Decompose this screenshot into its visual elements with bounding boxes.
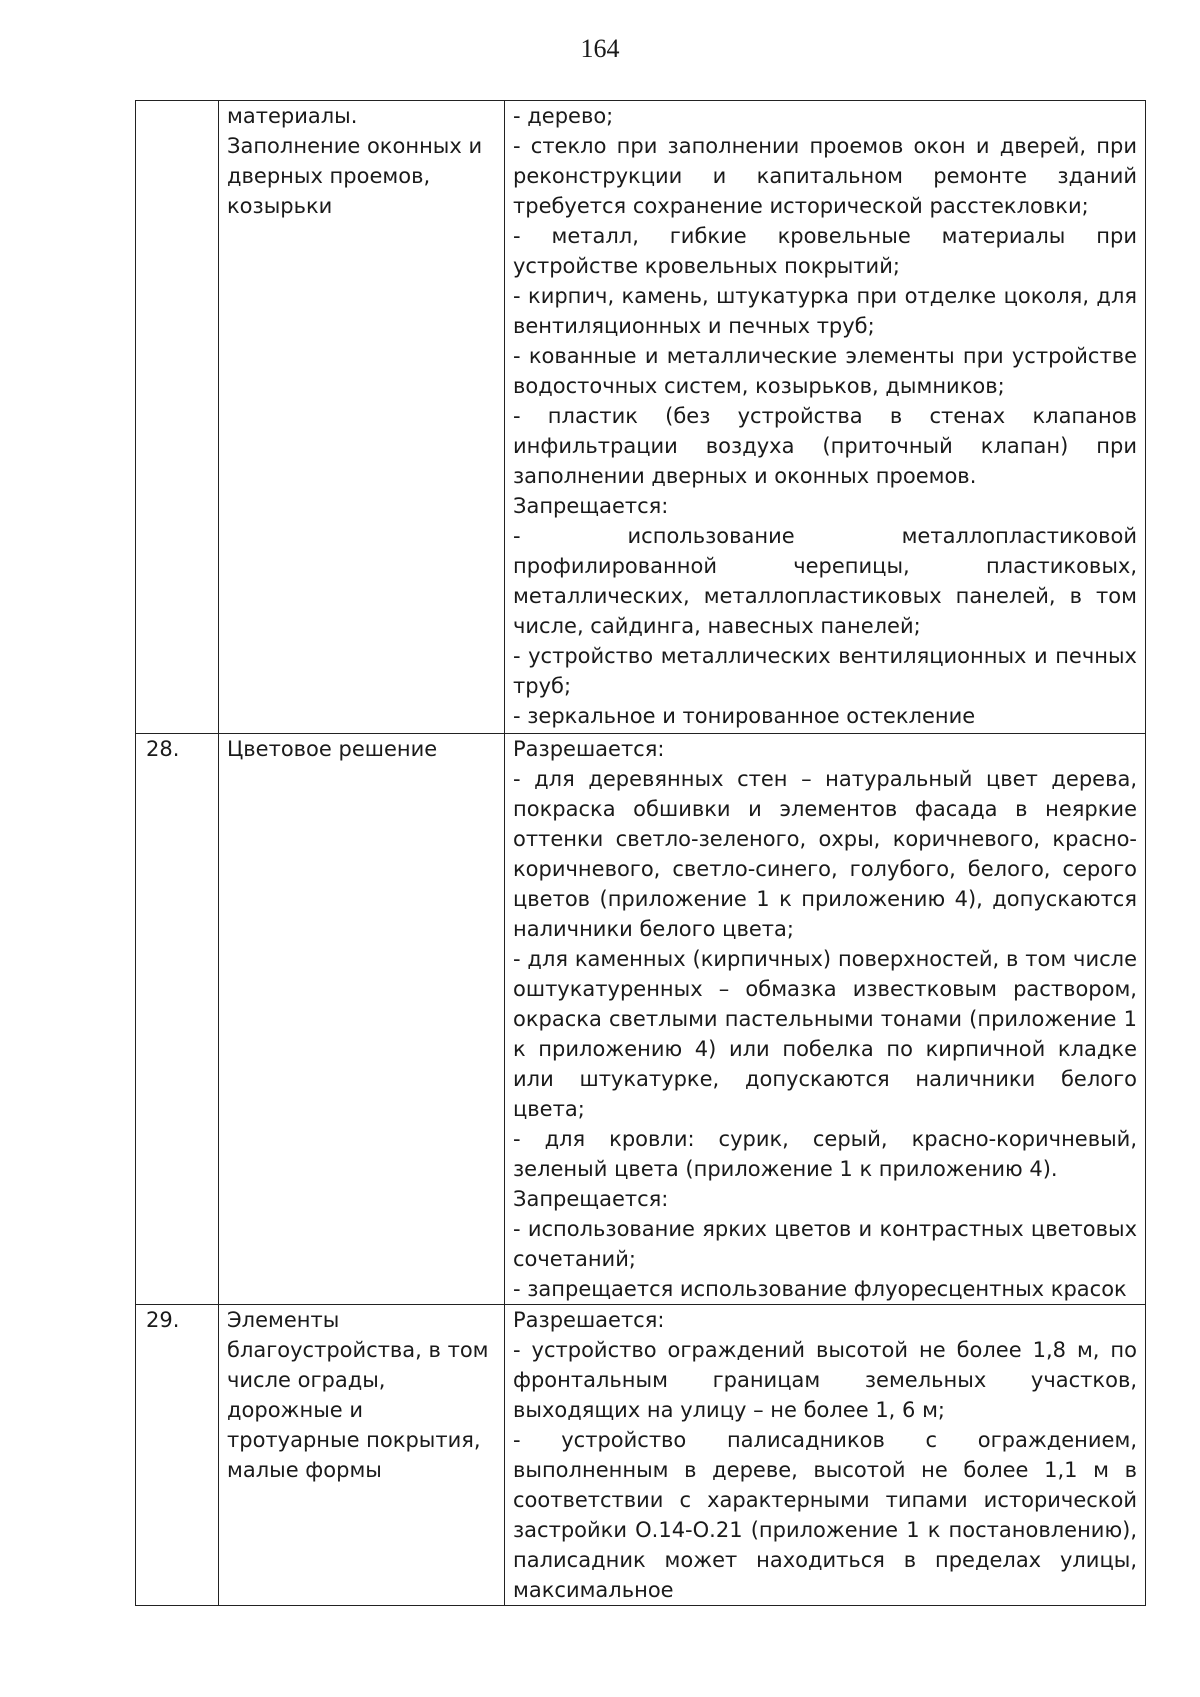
table-row [136, 1305, 1146, 1606]
requirement-line: - дерево; [513, 104, 614, 128]
row-number [136, 101, 219, 734]
requirement-line: - стекло при заполнении проемов окон и дверей, при реконструкции и капитальном ремонте зданий требуется сохранение исторической расстекловки; [513, 134, 1137, 218]
prohibited-heading: Запрещается: [513, 494, 669, 518]
requirement-line: - кирпич, камень, штукатурка при отделке цоколя, для вентиляционных и печных труб; [513, 284, 1137, 338]
requirement-line: - металл, гибкие кровельные материалы при устройстве кровельных покрытий; [513, 224, 1137, 278]
allowed-heading: Разрешается: [513, 1308, 665, 1332]
allowed-heading: Разрешается: [513, 737, 665, 761]
row-subject: Элементы благоустройства, в том числе ограды, дорожные и тротуарные покрытия, малые формы [219, 1305, 505, 1606]
page-number: 164 [580, 34, 620, 63]
requirement-line: - пластик (без устройства в стенах клапанов инфильтрации воздуха (приточный клапан) при заполнении дверных и оконных проемов. [513, 404, 1137, 488]
requirement-line: - для каменных (кирпичных) поверхностей, в том числе оштукатуренных – обмазка известковым раствором, окраска светлыми пастельными тонами (приложение 1 к приложению 4) или побелка по кирпичной кладке или штукатурке, допускаются наличники белого цвета; [513, 947, 1137, 1121]
table-row [136, 101, 1146, 734]
requirement-line: - устройство палисадников с ограждением, выполненным в дереве, высотой не более 1,1 м в соответствии с характерными типами исторической застройки О.14-О.21 (приложение 1 к постановлению), палисадник может находиться в пределах улицы, максимальное [513, 1428, 1137, 1602]
requirement-line: - кованные и металлические элементы при устройстве водосточных систем, козырьков, дымников; [513, 344, 1137, 398]
row-requirements [505, 101, 1146, 734]
requirement-line: - использование металлопластиковой профилированной черепицы, пластиковых, металлических, металлопластиковых панелей, в том числе, сайдинга, навесных панелей; [513, 524, 1137, 638]
prohibited-heading: Запрещается: [513, 1187, 669, 1211]
requirement-line: - устройство металлических вентиляционных и печных труб; [513, 644, 1137, 698]
regulations-table [135, 100, 1146, 1606]
table-row [136, 734, 1146, 1305]
requirement-line: - для кровли: сурик, серый, красно-коричневый, зеленый цвета (приложение 1 к приложению 4). [513, 1127, 1137, 1181]
requirement-line: - устройство ограждений высотой не более 1,8 м, по фронтальным границам земельных участков, выходящих на улицу – не более 1, 6 м; [513, 1338, 1137, 1422]
row-subject: материалы. Заполнение оконных и дверных проемов, козырьки [219, 101, 505, 734]
requirement-line: - для деревянных стен – натуральный цвет дерева, покраска обшивки и элементов фасада в неяркие оттенки светло-зеленого, охры, коричневого, красно-коричневого, светло-синего, голубого, белого, серого цветов (приложение 1 к приложению 4), допускаются наличники белого цвета; [513, 767, 1137, 941]
requirement-line: - использование ярких цветов и контрастных цветовых сочетаний; [513, 1217, 1137, 1271]
requirement-line: - запрещается использование флуоресцентных красок [513, 1277, 1127, 1301]
row-number: 29. [136, 1305, 219, 1606]
requirement-line: - зеркальное и тонированное остекление [513, 704, 976, 728]
row-requirements [505, 1305, 1146, 1606]
row-number: 28. [136, 734, 219, 1305]
row-subject: Цветовое решение [219, 734, 505, 1305]
row-requirements [505, 734, 1146, 1305]
